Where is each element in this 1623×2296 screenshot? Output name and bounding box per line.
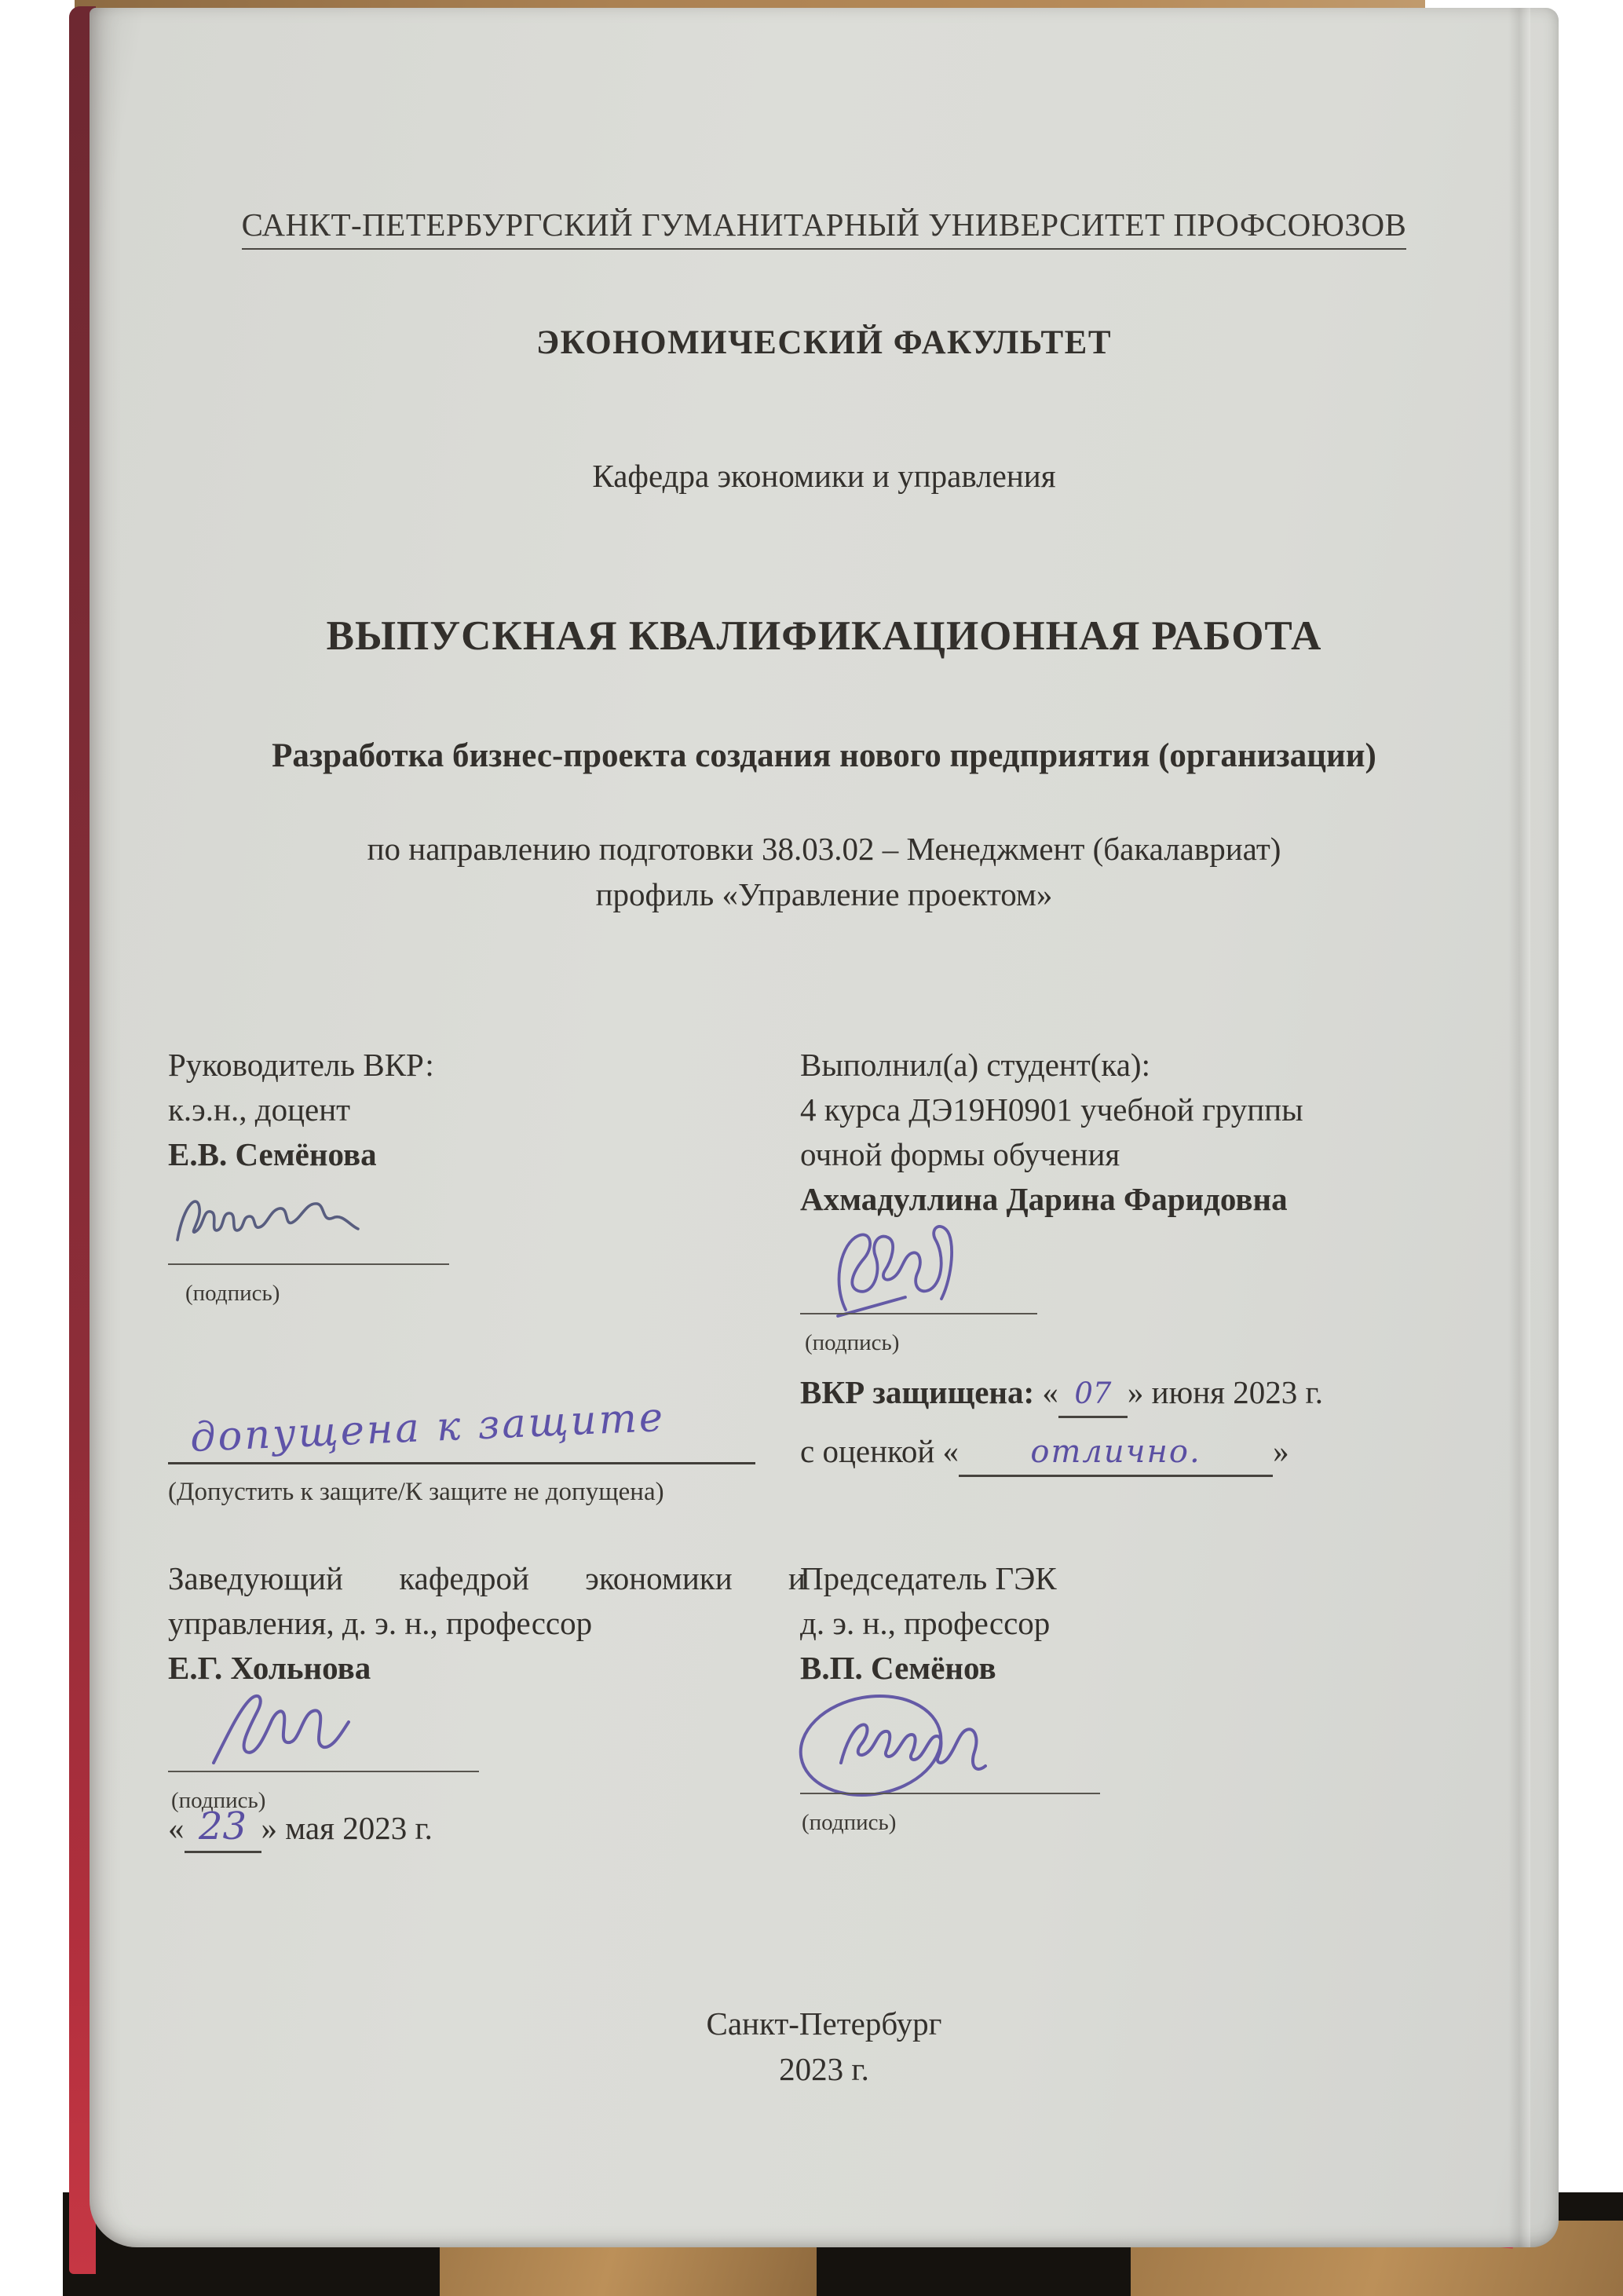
admission-line: [168, 1462, 755, 1464]
student-group: 4 курса ДЭ19Н0901 учебной группы: [800, 1091, 1303, 1128]
defense-day-underline: [1058, 1370, 1128, 1418]
head-signature-caption: (подпись): [171, 1788, 266, 1813]
defense-date-row: [800, 1370, 1546, 1418]
student-signature-caption: (подпись): [805, 1330, 900, 1355]
title-page: [90, 8, 1559, 2247]
gek-chairman-name: В.П. Семёнов: [800, 1650, 996, 1686]
city-year-block: [90, 2001, 1559, 2092]
grade-prefix: с оценкой «: [800, 1433, 960, 1469]
date-rest: » мая 2023 г.: [261, 1810, 433, 1846]
head-of-department-block: [168, 1556, 806, 1848]
gek-chairman-signature: [792, 1678, 1000, 1808]
defense-month-year: июня 2023 г.: [1151, 1374, 1323, 1410]
head-signature-line: [168, 1771, 479, 1772]
gek-chairman-block: [800, 1556, 1522, 1834]
head-of-department-signature: [199, 1684, 356, 1775]
supervisor-signature: [168, 1188, 364, 1259]
defense-day-handwritten: 07: [1074, 1377, 1112, 1410]
head-date-row: [168, 1804, 433, 1853]
supervisor-signature-caption: (подпись): [185, 1281, 280, 1306]
grade-underline: [959, 1429, 1273, 1477]
department-name: Кафедра экономики и управления: [592, 458, 1056, 494]
student-signature: [824, 1217, 981, 1323]
student-name: Ахмадуллина Дарина Фаридовна: [800, 1181, 1288, 1217]
supervisor-name: Е.В. Семёнова: [168, 1136, 377, 1172]
faculty-name: ЭКОНОМИЧЕСКИЙ ФАКУЛЬТЕТ: [536, 324, 1113, 361]
head-signature-area: [168, 1697, 806, 1815]
program-info: [90, 826, 1559, 917]
city-name: Санкт-Петербург: [706, 2005, 942, 2042]
defense-grade-row: [800, 1429, 1546, 1477]
university-name: [90, 206, 1559, 243]
date-day-handwritten: 23: [198, 1804, 247, 1848]
grade-suffix: »: [1273, 1433, 1289, 1469]
student-signature-area: [800, 1228, 1538, 1366]
desk-wood-patch: [440, 2239, 817, 2296]
grade-handwritten: отлично.: [1030, 1434, 1201, 1470]
supervisor-block: [168, 1043, 796, 1321]
defense-label: ВКР защищена:: [800, 1374, 1035, 1410]
defense-block: [800, 1370, 1546, 1488]
head-of-department-role: Заведующий кафедрой экономики и управления, д. э. н., профессор: [168, 1560, 806, 1641]
student-study-form: очной формы обучения: [800, 1136, 1120, 1172]
defense-open-quote: «: [1042, 1374, 1058, 1410]
student-role: Выполнил(а) студент(ка):: [800, 1047, 1150, 1083]
student-signature-line: [800, 1313, 1037, 1314]
head-of-department-name: Е.Г. Хольнова: [168, 1650, 371, 1686]
admission-block: [168, 1394, 796, 1508]
program-profile: профиль «Управление проектом»: [595, 876, 1053, 912]
year-label: 2023 г.: [779, 2051, 869, 2087]
gek-signature-caption: (подпись): [802, 1810, 897, 1835]
supervisor-signature-line: [168, 1263, 449, 1265]
date-day-underline: [185, 1804, 261, 1853]
program-direction: по направлению подготовки 38.03.02 – Менеджмент (бакалавриат): [367, 831, 1281, 867]
supervisor-role: Руководитель ВКР:: [168, 1047, 434, 1083]
gek-role-line2: д. э. н., профессор: [800, 1605, 1051, 1641]
work-type-title: ВЫПУСКНАЯ КВАЛИФИКАЦИОННАЯ РАБОТА: [326, 613, 1322, 659]
university-name-text: САНКТ-ПЕТЕРБУРГСКИЙ ГУМАНИТАРНЫЙ УНИВЕРСИТЕТ ПРОФСОЮЗОВ: [242, 207, 1407, 250]
gek-role-line1: Председатель ГЭК: [800, 1560, 1057, 1596]
supervisor-signature-area: [168, 1183, 796, 1321]
admission-caption: (Допустить к защите/К защите не допущена): [168, 1478, 664, 1506]
defense-close-quote: »: [1127, 1374, 1144, 1410]
gek-signature-area: [800, 1697, 1522, 1834]
gek-signature-line: [800, 1793, 1100, 1794]
date-open-quote: «: [168, 1810, 185, 1846]
thesis-title: Разработка бизнес-проекта создания нового предприятия (организации): [272, 737, 1376, 774]
student-block: [800, 1043, 1538, 1366]
supervisor-degree: к.э.н., доцент: [168, 1091, 351, 1128]
admission-handwritten: допущена к защите: [189, 1394, 667, 1462]
